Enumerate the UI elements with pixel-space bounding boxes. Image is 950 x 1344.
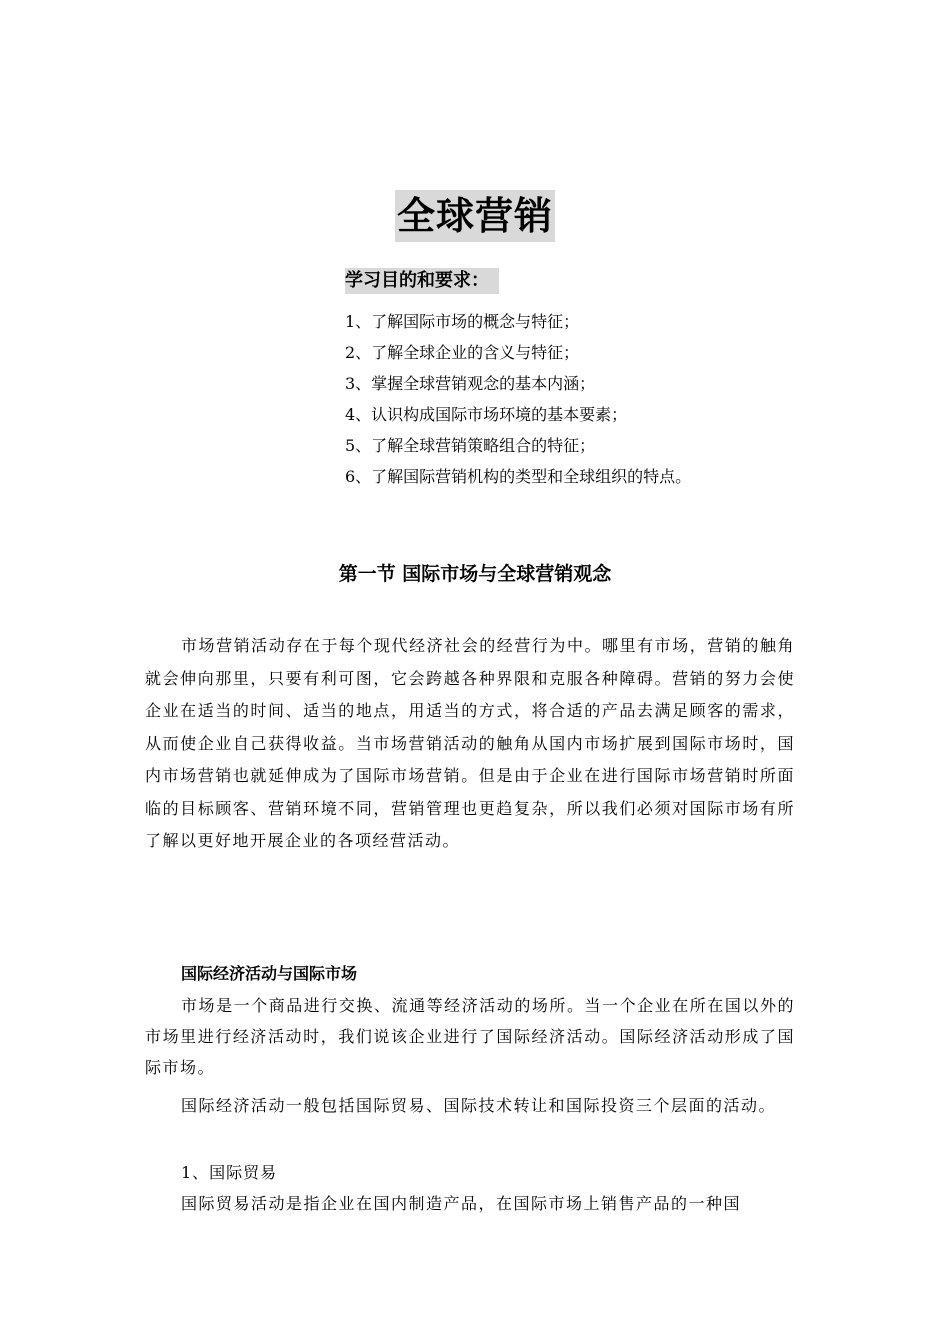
numbered-item-label: 1、国际贸易	[181, 1163, 278, 1182]
objective-item: 3、掌握全球营销观念的基本内涵；	[345, 374, 596, 393]
objectives-list	[345, 306, 691, 492]
document-title-block	[0, 190, 950, 242]
objective-item: 1、了解国际市场的概念与特征；	[345, 312, 580, 331]
section-title: 第一节 国际市场与全球营销观念	[338, 563, 612, 585]
objective-item: 2、了解全球企业的含义与特征；	[345, 343, 580, 362]
subsection-paragraph-1: 市场是一个商品进行交换、流通等经济活动的场所。当一个企业在所在国以外的市场里进行经济活动时，我们说该企业进行了国际经济活动。国际经济活动形成了国际市场。	[145, 996, 795, 1077]
numbered-item-paragraph: 国际贸易活动是指企业在国内制造产品，在国际市场上销售产品的一种国	[181, 1194, 742, 1213]
objectives-heading: 学习目的和要求：	[345, 268, 499, 294]
subsection-heading: 国际经济活动与国际市场	[181, 964, 358, 983]
objective-item: 4、认识构成国际市场环境的基本要素；	[345, 405, 628, 424]
subsection-paragraph-2: 国际经济活动一般包括国际贸易、国际技术转让和国际投资三个层面的活动。	[181, 1096, 777, 1115]
objective-item: 5、了解全球营销策略组合的特征；	[345, 436, 596, 455]
intro-paragraph: 市场营销活动存在于每个现代经济社会的经营行为中。哪里有市场，营销的触角就会伸向那里，只要有利可图，它会跨越各种界限和克服各种障碍。营销的努力会使企业在适当的时间、适当的地点，用适当的方式，将合适的产品去满足顾客的需求，从而使企业自己获得收益。当市场营销活动的触角从国内市场扩展到国际市场时，国内市场营销也就延伸成为了国际市场营销。但是由于企业在进行国际市场营销时所面临的目标顾客、营销环境不同，营销管理也更趋复杂，所以我们必须对国际市场有所了解以更好地开展企业的各项经营活动。	[145, 636, 795, 850]
objectives-heading-block	[345, 268, 499, 294]
document-title: 全球营销	[395, 190, 555, 242]
objective-item: 6、了解国际营销机构的类型和全球组织的特点。	[345, 467, 692, 486]
